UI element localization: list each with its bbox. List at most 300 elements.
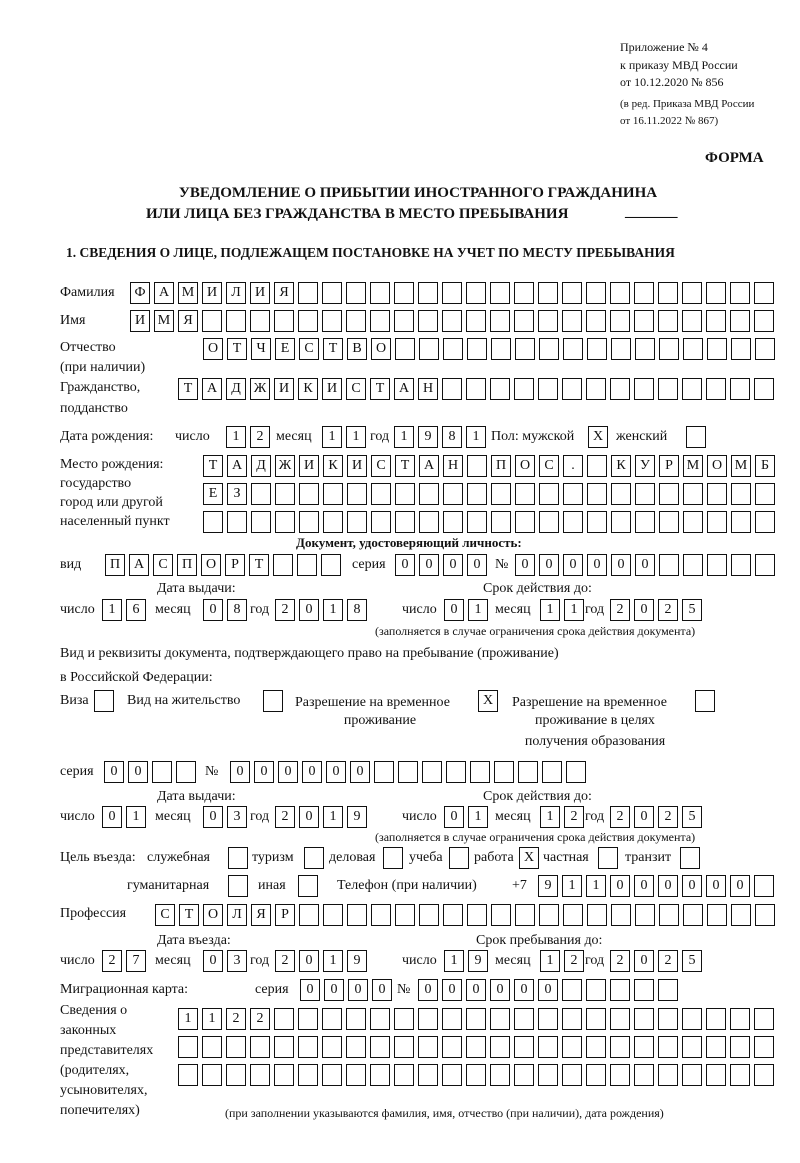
birthplace-input-cell[interactable]: С bbox=[371, 455, 391, 477]
representatives-input-cell[interactable] bbox=[562, 1008, 582, 1030]
month-input-cell[interactable]: 0 bbox=[203, 599, 223, 621]
year-input-cell[interactable]: 1 bbox=[323, 950, 343, 972]
doc-number-input-cell[interactable] bbox=[707, 554, 727, 576]
year-input-cell[interactable]: 0 bbox=[634, 950, 654, 972]
profession-input-cell[interactable] bbox=[587, 904, 607, 926]
stay-doc-number-input-cell[interactable] bbox=[542, 761, 562, 783]
migration-number-input-cell[interactable]: 0 bbox=[490, 979, 510, 1001]
stay-doc-number-input-cell[interactable]: 0 bbox=[350, 761, 370, 783]
citizenship-input-cell[interactable] bbox=[706, 378, 726, 400]
phone-input-cell[interactable]: 0 bbox=[658, 875, 678, 897]
representatives-input-cell[interactable] bbox=[706, 1036, 726, 1058]
patronymic-input-cell[interactable] bbox=[635, 338, 655, 360]
phone-input-cell[interactable]: 1 bbox=[586, 875, 606, 897]
representatives-input-cell[interactable] bbox=[682, 1036, 702, 1058]
representatives-input-cell[interactable] bbox=[442, 1036, 462, 1058]
doc-number-input-cell[interactable] bbox=[659, 554, 679, 576]
stay-doc-series-input-cell[interactable] bbox=[152, 761, 172, 783]
birthplace-input-cell[interactable] bbox=[635, 483, 655, 505]
representatives-input-cell[interactable] bbox=[250, 1064, 270, 1086]
representatives-input-cell[interactable] bbox=[298, 1008, 318, 1030]
representatives-input-cell[interactable] bbox=[202, 1064, 222, 1086]
representatives-input-cell[interactable] bbox=[226, 1036, 246, 1058]
birthplace-input-cell[interactable] bbox=[539, 511, 559, 533]
profession-input-cell[interactable] bbox=[419, 904, 439, 926]
representatives-input-cell[interactable] bbox=[274, 1064, 294, 1086]
surname-input-cell[interactable] bbox=[634, 282, 654, 304]
patronymic-input-cell[interactable]: О bbox=[371, 338, 391, 360]
birth-month-input-cell[interactable]: 1 bbox=[346, 426, 366, 448]
phone-input-cell[interactable]: 0 bbox=[682, 875, 702, 897]
stay-doc-series-input-cell[interactable] bbox=[176, 761, 196, 783]
doc-type-input-cell[interactable]: О bbox=[201, 554, 221, 576]
birthplace-input-cell[interactable]: Д bbox=[251, 455, 271, 477]
surname-input-cell[interactable] bbox=[346, 282, 366, 304]
stay-doc-number-input-cell[interactable] bbox=[566, 761, 586, 783]
year-input-cell[interactable]: 2 bbox=[658, 950, 678, 972]
stay-doc-series-input-cell[interactable]: 0 bbox=[104, 761, 124, 783]
representatives-input-cell[interactable] bbox=[442, 1064, 462, 1086]
patronymic-input-cell[interactable]: О bbox=[203, 338, 223, 360]
profession-input-cell[interactable] bbox=[731, 904, 751, 926]
doc-number-input-cell[interactable]: 0 bbox=[515, 554, 535, 576]
day-input-cell[interactable]: 7 bbox=[126, 950, 146, 972]
birthplace-input-cell[interactable] bbox=[731, 511, 751, 533]
representatives-input-cell[interactable] bbox=[322, 1008, 342, 1030]
doc-type-input-cell[interactable] bbox=[321, 554, 341, 576]
doc-number-input-cell[interactable]: 0 bbox=[635, 554, 655, 576]
birthplace-input-cell[interactable]: П bbox=[491, 455, 511, 477]
doc-type-input-cell[interactable]: П bbox=[105, 554, 125, 576]
doc-number-input-cell[interactable]: 0 bbox=[587, 554, 607, 576]
patronymic-input-cell[interactable] bbox=[419, 338, 439, 360]
birthplace-input-cell[interactable] bbox=[683, 483, 703, 505]
birthplace-input-cell[interactable] bbox=[731, 483, 751, 505]
phone-input-cell[interactable]: 9 bbox=[538, 875, 558, 897]
birthplace-input-cell[interactable]: Т bbox=[395, 455, 415, 477]
doc-number-input-cell[interactable]: 0 bbox=[563, 554, 583, 576]
name-input-cell[interactable] bbox=[658, 310, 678, 332]
birthplace-input-cell[interactable] bbox=[275, 511, 295, 533]
citizenship-input-cell[interactable]: Т bbox=[178, 378, 198, 400]
birthplace-input-cell[interactable]: У bbox=[635, 455, 655, 477]
migration-number-input-cell[interactable]: 0 bbox=[538, 979, 558, 1001]
representatives-input-cell[interactable] bbox=[514, 1008, 534, 1030]
surname-input-cell[interactable] bbox=[658, 282, 678, 304]
citizenship-input-cell[interactable]: С bbox=[346, 378, 366, 400]
birthplace-input-cell[interactable] bbox=[683, 511, 703, 533]
citizenship-input-cell[interactable] bbox=[658, 378, 678, 400]
representatives-input-cell[interactable] bbox=[610, 1064, 630, 1086]
year-input-cell[interactable]: 0 bbox=[299, 806, 319, 828]
surname-input-cell[interactable] bbox=[586, 282, 606, 304]
birthplace-input-cell[interactable] bbox=[347, 511, 367, 533]
representatives-input-cell[interactable] bbox=[250, 1036, 270, 1058]
birth-year-input-cell[interactable]: 8 bbox=[442, 426, 462, 448]
birthplace-input-cell[interactable] bbox=[659, 511, 679, 533]
doc-number-input-cell[interactable]: 0 bbox=[539, 554, 559, 576]
representatives-input-cell[interactable] bbox=[706, 1008, 726, 1030]
representatives-input-cell[interactable] bbox=[490, 1036, 510, 1058]
representatives-input-cell[interactable] bbox=[346, 1036, 366, 1058]
citizenship-input-cell[interactable]: Ж bbox=[250, 378, 270, 400]
surname-input-cell[interactable] bbox=[298, 282, 318, 304]
year-input-cell[interactable]: 2 bbox=[658, 806, 678, 828]
month-input-cell[interactable]: 1 bbox=[540, 806, 560, 828]
birthplace-input-cell[interactable] bbox=[419, 483, 439, 505]
birthplace-input-cell[interactable] bbox=[275, 483, 295, 505]
representatives-input-cell[interactable] bbox=[658, 1036, 678, 1058]
representatives-input-cell[interactable] bbox=[634, 1064, 654, 1086]
birthplace-input-cell[interactable]: И bbox=[299, 455, 319, 477]
representatives-input-cell[interactable] bbox=[274, 1008, 294, 1030]
migration-number-input-cell[interactable]: 0 bbox=[466, 979, 486, 1001]
name-input-cell[interactable] bbox=[754, 310, 774, 332]
migration-series-input-cell[interactable]: 0 bbox=[348, 979, 368, 1001]
profession-input-cell[interactable] bbox=[467, 904, 487, 926]
birthplace-input-cell[interactable]: Ж bbox=[275, 455, 295, 477]
month-input-cell[interactable]: 1 bbox=[540, 599, 560, 621]
representatives-input-cell[interactable] bbox=[586, 1008, 606, 1030]
doc-series-input-cell[interactable]: 0 bbox=[395, 554, 415, 576]
patronymic-input-cell[interactable] bbox=[563, 338, 583, 360]
birthplace-input-cell[interactable] bbox=[611, 511, 631, 533]
birthplace-input-cell[interactable]: О bbox=[707, 455, 727, 477]
birthplace-input-cell[interactable] bbox=[467, 455, 487, 477]
representatives-input-cell[interactable] bbox=[178, 1064, 198, 1086]
year-input-cell[interactable]: 8 bbox=[347, 599, 367, 621]
stay-doc-number-input-cell[interactable] bbox=[446, 761, 466, 783]
stay-doc-number-input-cell[interactable] bbox=[422, 761, 442, 783]
representatives-input-cell[interactable] bbox=[538, 1036, 558, 1058]
profession-input-cell[interactable] bbox=[371, 904, 391, 926]
birthplace-input-cell[interactable]: М bbox=[683, 455, 703, 477]
birthplace-input-cell[interactable] bbox=[371, 511, 391, 533]
citizenship-input-cell[interactable] bbox=[538, 378, 558, 400]
citizenship-input-cell[interactable]: Т bbox=[370, 378, 390, 400]
stay-doc-number-input-cell[interactable] bbox=[374, 761, 394, 783]
representatives-input-cell[interactable]: 2 bbox=[250, 1008, 270, 1030]
representatives-input-cell[interactable] bbox=[442, 1008, 462, 1030]
birthplace-input-cell[interactable] bbox=[587, 511, 607, 533]
birthplace-input-cell[interactable] bbox=[563, 483, 583, 505]
profession-input-cell[interactable]: Т bbox=[179, 904, 199, 926]
stay-doc-number-input-cell[interactable]: 0 bbox=[278, 761, 298, 783]
birthplace-input-cell[interactable]: А bbox=[419, 455, 439, 477]
birthplace-input-cell[interactable]: О bbox=[515, 455, 535, 477]
birthplace-input-cell[interactable] bbox=[395, 511, 415, 533]
month-input-cell[interactable]: 1 bbox=[540, 950, 560, 972]
representatives-input-cell[interactable] bbox=[610, 1036, 630, 1058]
day-input-cell[interactable]: 1 bbox=[126, 806, 146, 828]
month-input-cell[interactable]: 2 bbox=[564, 950, 584, 972]
birthplace-input-cell[interactable] bbox=[491, 483, 511, 505]
birthplace-input-cell[interactable] bbox=[755, 511, 775, 533]
representatives-input-cell[interactable] bbox=[682, 1008, 702, 1030]
representatives-input-cell[interactable] bbox=[202, 1036, 222, 1058]
birthplace-input-cell[interactable] bbox=[563, 511, 583, 533]
sex-female-checkbox-cell[interactable] bbox=[686, 426, 706, 448]
name-input-cell[interactable] bbox=[346, 310, 366, 332]
year-input-cell[interactable]: 0 bbox=[634, 599, 654, 621]
citizenship-input-cell[interactable]: К bbox=[298, 378, 318, 400]
purpose-checkbox-cell[interactable] bbox=[680, 847, 700, 869]
year-input-cell[interactable]: 9 bbox=[347, 806, 367, 828]
patronymic-input-cell[interactable] bbox=[587, 338, 607, 360]
doc-type-input-cell[interactable]: П bbox=[177, 554, 197, 576]
name-input-cell[interactable] bbox=[298, 310, 318, 332]
day-input-cell[interactable]: 0 bbox=[444, 599, 464, 621]
profession-input-cell[interactable]: О bbox=[203, 904, 223, 926]
day-input-cell[interactable]: 1 bbox=[468, 599, 488, 621]
birthplace-input-cell[interactable] bbox=[491, 511, 511, 533]
patronymic-input-cell[interactable] bbox=[539, 338, 559, 360]
surname-input-cell[interactable] bbox=[682, 282, 702, 304]
birthplace-input-cell[interactable] bbox=[707, 483, 727, 505]
surname-input-cell[interactable]: А bbox=[154, 282, 174, 304]
name-input-cell[interactable]: М bbox=[154, 310, 174, 332]
stay-doc-number-input-cell[interactable]: 0 bbox=[254, 761, 274, 783]
representatives-input-cell[interactable] bbox=[610, 1008, 630, 1030]
patronymic-input-cell[interactable] bbox=[683, 338, 703, 360]
profession-input-cell[interactable] bbox=[323, 904, 343, 926]
birthplace-input-cell[interactable] bbox=[299, 511, 319, 533]
birthplace-input-cell[interactable] bbox=[395, 483, 415, 505]
stay-doc-number-input-cell[interactable] bbox=[398, 761, 418, 783]
month-input-cell[interactable]: 2 bbox=[564, 806, 584, 828]
patronymic-input-cell[interactable] bbox=[395, 338, 415, 360]
surname-input-cell[interactable] bbox=[490, 282, 510, 304]
migration-number-input-cell[interactable]: 0 bbox=[442, 979, 462, 1001]
migration-series-input-cell[interactable]: 0 bbox=[300, 979, 320, 1001]
profession-input-cell[interactable] bbox=[491, 904, 511, 926]
profession-input-cell[interactable] bbox=[347, 904, 367, 926]
birthplace-input-cell[interactable] bbox=[587, 455, 607, 477]
representatives-input-cell[interactable] bbox=[586, 1064, 606, 1086]
purpose-checkbox-cell[interactable] bbox=[383, 847, 403, 869]
doc-series-input-cell[interactable]: 0 bbox=[443, 554, 463, 576]
name-input-cell[interactable] bbox=[322, 310, 342, 332]
day-input-cell[interactable]: 1 bbox=[444, 950, 464, 972]
day-input-cell[interactable]: 9 bbox=[468, 950, 488, 972]
surname-input-cell[interactable] bbox=[754, 282, 774, 304]
citizenship-input-cell[interactable] bbox=[466, 378, 486, 400]
representatives-input-cell[interactable] bbox=[178, 1036, 198, 1058]
migration-number-input-cell[interactable] bbox=[634, 979, 654, 1001]
doc-type-input-cell[interactable]: Р bbox=[225, 554, 245, 576]
birthplace-input-cell[interactable]: И bbox=[347, 455, 367, 477]
birthplace-input-cell[interactable]: Р bbox=[659, 455, 679, 477]
patronymic-input-cell[interactable] bbox=[659, 338, 679, 360]
representatives-input-cell[interactable] bbox=[418, 1036, 438, 1058]
name-input-cell[interactable] bbox=[202, 310, 222, 332]
doc-number-input-cell[interactable]: 0 bbox=[611, 554, 631, 576]
migration-number-input-cell[interactable] bbox=[586, 979, 606, 1001]
birthplace-input-cell[interactable] bbox=[539, 483, 559, 505]
representatives-input-cell[interactable] bbox=[634, 1036, 654, 1058]
representatives-input-cell[interactable] bbox=[274, 1036, 294, 1058]
representatives-input-cell[interactable] bbox=[514, 1036, 534, 1058]
name-input-cell[interactable] bbox=[538, 310, 558, 332]
year-input-cell[interactable]: 5 bbox=[682, 950, 702, 972]
migration-number-input-cell[interactable]: 0 bbox=[514, 979, 534, 1001]
patronymic-input-cell[interactable]: Т bbox=[323, 338, 343, 360]
birthplace-input-cell[interactable] bbox=[443, 483, 463, 505]
profession-input-cell[interactable] bbox=[755, 904, 775, 926]
surname-input-cell[interactable] bbox=[322, 282, 342, 304]
migration-number-input-cell[interactable] bbox=[658, 979, 678, 1001]
representatives-input-cell[interactable] bbox=[370, 1064, 390, 1086]
surname-input-cell[interactable] bbox=[562, 282, 582, 304]
representatives-input-cell[interactable] bbox=[466, 1036, 486, 1058]
year-input-cell[interactable]: 0 bbox=[299, 599, 319, 621]
name-input-cell[interactable] bbox=[418, 310, 438, 332]
representatives-input-cell[interactable] bbox=[706, 1064, 726, 1086]
birthplace-input-cell[interactable] bbox=[635, 511, 655, 533]
birthplace-input-cell[interactable]: А bbox=[227, 455, 247, 477]
name-input-cell[interactable] bbox=[706, 310, 726, 332]
citizenship-input-cell[interactable] bbox=[610, 378, 630, 400]
phone-input-cell[interactable]: 0 bbox=[634, 875, 654, 897]
representatives-input-cell[interactable] bbox=[322, 1064, 342, 1086]
year-input-cell[interactable]: 1 bbox=[323, 806, 343, 828]
doc-series-input-cell[interactable]: 0 bbox=[467, 554, 487, 576]
stay-doc-series-input-cell[interactable]: 0 bbox=[128, 761, 148, 783]
doc-type-input-cell[interactable]: С bbox=[153, 554, 173, 576]
representatives-input-cell[interactable] bbox=[370, 1008, 390, 1030]
birthplace-input-cell[interactable] bbox=[323, 511, 343, 533]
name-input-cell[interactable] bbox=[562, 310, 582, 332]
representatives-input-cell[interactable] bbox=[346, 1008, 366, 1030]
representatives-input-cell[interactable] bbox=[730, 1036, 750, 1058]
representatives-input-cell[interactable] bbox=[322, 1036, 342, 1058]
representatives-input-cell[interactable] bbox=[394, 1064, 414, 1086]
patronymic-input-cell[interactable]: Ч bbox=[251, 338, 271, 360]
patronymic-input-cell[interactable] bbox=[467, 338, 487, 360]
birth-year-input-cell[interactable]: 9 bbox=[418, 426, 438, 448]
stay-doc-number-input-cell[interactable]: 0 bbox=[326, 761, 346, 783]
representatives-input-cell[interactable] bbox=[298, 1064, 318, 1086]
name-input-cell[interactable]: И bbox=[130, 310, 150, 332]
phone-input-cell[interactable] bbox=[754, 875, 774, 897]
representatives-input-cell[interactable] bbox=[394, 1008, 414, 1030]
surname-input-cell[interactable] bbox=[370, 282, 390, 304]
surname-input-cell[interactable]: М bbox=[178, 282, 198, 304]
patronymic-input-cell[interactable] bbox=[443, 338, 463, 360]
citizenship-input-cell[interactable]: Д bbox=[226, 378, 246, 400]
name-input-cell[interactable] bbox=[682, 310, 702, 332]
purpose-checkbox-cell[interactable] bbox=[228, 847, 248, 869]
profession-input-cell[interactable] bbox=[611, 904, 631, 926]
birthplace-input-cell[interactable] bbox=[299, 483, 319, 505]
doc-type-input-cell[interactable] bbox=[273, 554, 293, 576]
citizenship-input-cell[interactable] bbox=[634, 378, 654, 400]
representatives-input-cell[interactable] bbox=[730, 1008, 750, 1030]
patronymic-input-cell[interactable]: Т bbox=[227, 338, 247, 360]
representatives-input-cell[interactable] bbox=[754, 1036, 774, 1058]
surname-input-cell[interactable] bbox=[442, 282, 462, 304]
birthplace-input-cell[interactable] bbox=[467, 483, 487, 505]
doc-type-input-cell[interactable]: А bbox=[129, 554, 149, 576]
birthplace-input-cell[interactable] bbox=[515, 483, 535, 505]
surname-input-cell[interactable] bbox=[394, 282, 414, 304]
year-input-cell[interactable]: 0 bbox=[634, 806, 654, 828]
doc-number-input-cell[interactable] bbox=[755, 554, 775, 576]
year-input-cell[interactable]: 2 bbox=[275, 806, 295, 828]
profession-input-cell[interactable] bbox=[563, 904, 583, 926]
birth-year-input-cell[interactable]: 1 bbox=[394, 426, 414, 448]
profession-input-cell[interactable] bbox=[707, 904, 727, 926]
name-input-cell[interactable] bbox=[514, 310, 534, 332]
purpose-checkbox-cell[interactable] bbox=[598, 847, 618, 869]
day-input-cell[interactable]: 2 bbox=[102, 950, 122, 972]
representatives-input-cell[interactable]: 2 bbox=[226, 1008, 246, 1030]
visa-checkbox-cell[interactable] bbox=[94, 690, 114, 712]
day-input-cell[interactable]: 1 bbox=[468, 806, 488, 828]
representatives-input-cell[interactable] bbox=[682, 1064, 702, 1086]
profession-input-cell[interactable]: Л bbox=[227, 904, 247, 926]
phone-input-cell[interactable]: 0 bbox=[730, 875, 750, 897]
patronymic-input-cell[interactable] bbox=[515, 338, 535, 360]
surname-input-cell[interactable] bbox=[418, 282, 438, 304]
doc-type-input-cell[interactable]: Т bbox=[249, 554, 269, 576]
month-input-cell[interactable]: 3 bbox=[227, 950, 247, 972]
surname-input-cell[interactable]: Л bbox=[226, 282, 246, 304]
year-input-cell[interactable]: 2 bbox=[610, 950, 630, 972]
day-input-cell[interactable]: 6 bbox=[126, 599, 146, 621]
profession-input-cell[interactable] bbox=[443, 904, 463, 926]
citizenship-input-cell[interactable]: И bbox=[274, 378, 294, 400]
birthplace-input-cell[interactable] bbox=[371, 483, 391, 505]
stay-doc-number-input-cell[interactable] bbox=[470, 761, 490, 783]
patronymic-input-cell[interactable]: В bbox=[347, 338, 367, 360]
representatives-input-cell[interactable] bbox=[538, 1008, 558, 1030]
year-input-cell[interactable]: 9 bbox=[347, 950, 367, 972]
month-input-cell[interactable]: 0 bbox=[203, 950, 223, 972]
name-input-cell[interactable] bbox=[610, 310, 630, 332]
surname-input-cell[interactable] bbox=[466, 282, 486, 304]
birthplace-input-cell[interactable] bbox=[251, 511, 271, 533]
patronymic-input-cell[interactable] bbox=[755, 338, 775, 360]
stay-doc-number-input-cell[interactable]: 0 bbox=[230, 761, 250, 783]
representatives-input-cell[interactable]: 1 bbox=[202, 1008, 222, 1030]
birthplace-input-cell[interactable] bbox=[443, 511, 463, 533]
birthplace-input-cell[interactable] bbox=[227, 511, 247, 533]
representatives-input-cell[interactable] bbox=[754, 1064, 774, 1086]
representatives-input-cell[interactable] bbox=[226, 1064, 246, 1086]
doc-number-input-cell[interactable] bbox=[731, 554, 751, 576]
profession-input-cell[interactable] bbox=[635, 904, 655, 926]
patronymic-input-cell[interactable]: Е bbox=[275, 338, 295, 360]
citizenship-input-cell[interactable] bbox=[730, 378, 750, 400]
citizenship-input-cell[interactable] bbox=[442, 378, 462, 400]
name-input-cell[interactable] bbox=[394, 310, 414, 332]
year-input-cell[interactable]: 1 bbox=[323, 599, 343, 621]
birthplace-input-cell[interactable] bbox=[323, 483, 343, 505]
representatives-input-cell[interactable] bbox=[418, 1008, 438, 1030]
surname-input-cell[interactable] bbox=[538, 282, 558, 304]
surname-input-cell[interactable]: Ф bbox=[130, 282, 150, 304]
stay-doc-number-input-cell[interactable] bbox=[494, 761, 514, 783]
name-input-cell[interactable] bbox=[274, 310, 294, 332]
representatives-input-cell[interactable] bbox=[658, 1008, 678, 1030]
profession-input-cell[interactable] bbox=[659, 904, 679, 926]
year-input-cell[interactable]: 2 bbox=[275, 950, 295, 972]
doc-number-input-cell[interactable] bbox=[683, 554, 703, 576]
patronymic-input-cell[interactable] bbox=[731, 338, 751, 360]
representatives-input-cell[interactable] bbox=[634, 1008, 654, 1030]
name-input-cell[interactable] bbox=[466, 310, 486, 332]
